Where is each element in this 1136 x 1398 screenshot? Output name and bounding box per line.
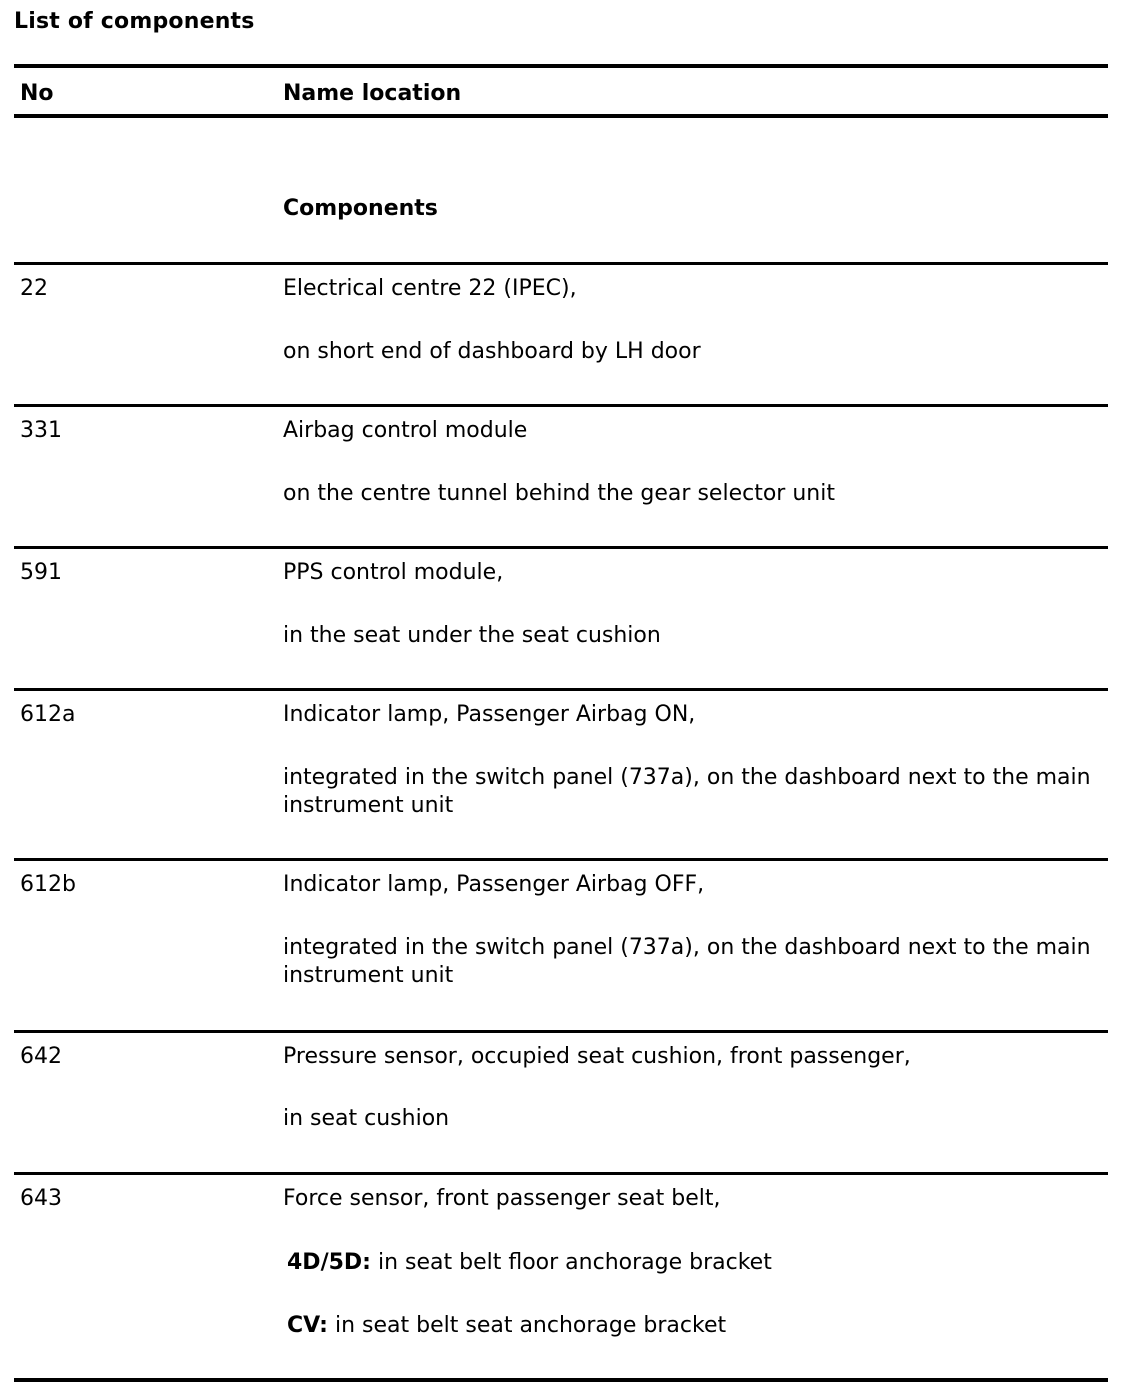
column-header-name-location: Name location xyxy=(283,81,462,106)
component-location: on the centre tunnel behind the gear selector unit xyxy=(283,481,835,506)
component-name: Indicator lamp, Passenger Airbag ON, xyxy=(283,702,696,727)
table-top-rule xyxy=(14,64,1108,68)
row-divider xyxy=(14,688,1108,691)
header-bottom-rule xyxy=(14,114,1108,118)
row-number: 22 xyxy=(20,276,48,301)
component-location: integrated in the switch panel (737a), on the dashboard next to the main instrument unit xyxy=(283,765,1091,818)
component-location: in seat cushion xyxy=(283,1106,450,1131)
component-name: Force sensor, front passenger seat belt, xyxy=(283,1186,721,1211)
row-number: 331 xyxy=(20,418,62,443)
row-number: 612b xyxy=(20,872,76,897)
row-number: 612a xyxy=(20,702,76,727)
table-bottom-rule xyxy=(14,1378,1108,1382)
variant-label: 4D/5D: xyxy=(287,1250,371,1275)
row-divider xyxy=(14,1172,1108,1175)
row-divider xyxy=(14,1030,1108,1033)
row-divider xyxy=(14,546,1108,549)
column-header-no: No xyxy=(20,81,54,106)
component-location: on short end of dashboard by LH door xyxy=(283,339,701,364)
row-divider xyxy=(14,858,1108,861)
row-number: 642 xyxy=(20,1044,62,1069)
row-number: 643 xyxy=(20,1186,62,1211)
component-location-variant xyxy=(287,1312,726,1340)
page-title: List of components xyxy=(14,9,255,34)
variant-text: in seat belt seat anchorage bracket xyxy=(327,1313,727,1338)
component-name: Indicator lamp, Passenger Airbag OFF, xyxy=(283,872,705,897)
row-divider xyxy=(14,404,1108,407)
row-divider xyxy=(14,262,1108,265)
component-name: Electrical centre 22 (IPEC), xyxy=(283,276,577,301)
component-name: PPS control module, xyxy=(283,560,504,585)
component-location: integrated in the switch panel (737a), on the dashboard next to the main instrument unit xyxy=(283,935,1091,988)
component-location-variant xyxy=(287,1249,772,1277)
component-location: in the seat under the seat cushion xyxy=(283,623,661,648)
component-name: Pressure sensor, occupied seat cushion, front passenger, xyxy=(283,1044,911,1069)
component-name: Airbag control module xyxy=(283,418,528,443)
variant-text: in seat belt floor anchorage bracket xyxy=(370,1250,772,1275)
row-number: 591 xyxy=(20,560,62,585)
section-heading: Components xyxy=(283,196,438,221)
variant-label: CV: xyxy=(287,1313,328,1338)
